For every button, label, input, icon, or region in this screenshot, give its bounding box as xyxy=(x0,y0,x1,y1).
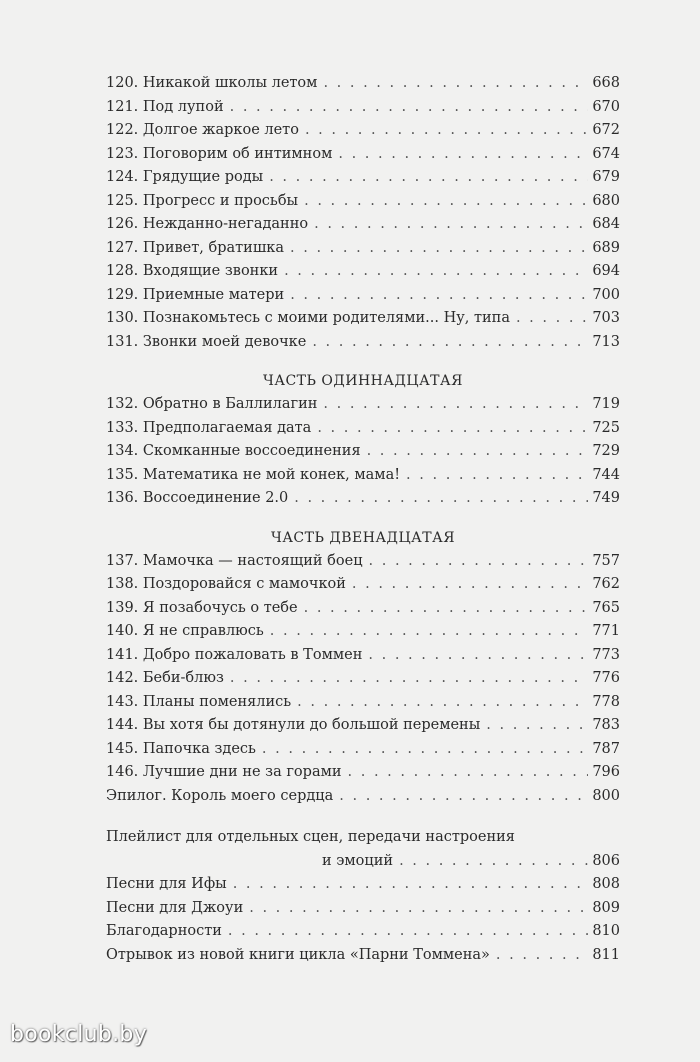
toc-entry xyxy=(106,237,620,261)
toc-entry-page: 765 xyxy=(592,599,620,616)
toc-entry-page: 744 xyxy=(592,466,620,483)
toc-entry xyxy=(106,738,620,762)
toc-entry-title: 120. Никакой школы летом xyxy=(106,75,318,91)
toc-entry-page: 783 xyxy=(592,717,620,733)
toc-entry-title: 144. Вы хотя бы дотянули до большой перемены xyxy=(106,717,481,733)
toc-entry-title: 133. Предполагаемая дата xyxy=(106,419,312,436)
toc-entry-page: 694 xyxy=(592,263,620,279)
toc-leader-dots xyxy=(314,213,588,237)
toc-entry xyxy=(106,873,620,897)
toc-entry-page: 796 xyxy=(592,764,620,780)
toc-entry xyxy=(106,166,620,190)
toc-entry-page: 800 xyxy=(592,787,620,804)
toc-leader-dots xyxy=(284,260,588,284)
toc-entry-title: 132. Обратно в Баллилагин xyxy=(106,396,318,412)
toc-entry xyxy=(106,897,620,921)
toc-entry xyxy=(106,96,620,120)
toc-entry xyxy=(106,119,620,143)
toc-leader-dots xyxy=(368,644,588,668)
toc-entry-title: 128. Входящие звонки xyxy=(106,263,279,279)
toc-leader-dots xyxy=(230,96,589,120)
toc-entry-title: Благодарности xyxy=(106,923,222,939)
toc-entry-title: 145. Папочка здесь xyxy=(106,740,256,757)
toc-entry-page: 689 xyxy=(592,239,620,256)
toc-leader-dots xyxy=(367,440,589,464)
toc-leader-dots xyxy=(338,143,588,167)
toc-entry xyxy=(106,72,620,96)
toc-entry xyxy=(106,573,620,597)
toc-entry-page: 684 xyxy=(592,216,620,232)
toc-leader-dots xyxy=(305,119,588,143)
toc-leader-dots xyxy=(406,464,588,488)
part-heading-eleven: ЧАСТЬ ОДИННАДЦАТАЯ xyxy=(263,373,463,389)
toc-leader-dots xyxy=(249,897,588,921)
toc-entry-title: 139. Я позабочусь о тебе xyxy=(106,599,298,616)
toc-group-chapters xyxy=(106,72,620,354)
toc-entry-playlist xyxy=(106,826,620,873)
toc-entry-title: 135. Математика не мой конек, мама! xyxy=(106,466,401,483)
toc-entry-title: 129. Приемные матери xyxy=(106,286,285,303)
toc-entry-page: 809 xyxy=(592,899,620,916)
toc-entry xyxy=(106,284,620,308)
toc-leader-dots xyxy=(294,487,588,511)
toc-entry-page: 787 xyxy=(592,740,620,757)
toc-leader-dots xyxy=(290,284,588,308)
toc-entry-page: 674 xyxy=(592,145,620,162)
toc-leader-dots xyxy=(230,667,588,691)
toc-leader-dots xyxy=(352,573,588,597)
toc-entry-title: 121. Под лупой xyxy=(106,98,224,115)
toc-entry-title-line2: и эмоций xyxy=(322,852,394,869)
toc-entry xyxy=(106,487,620,511)
toc-entry-title: 134. Скомканные воссоединения xyxy=(106,443,361,459)
toc-entry-page: 670 xyxy=(592,98,620,115)
toc-entry-page: 749 xyxy=(592,490,620,506)
toc-entry xyxy=(106,260,620,284)
toc-entry-page: 808 xyxy=(592,876,620,892)
toc-leader-dots xyxy=(369,550,589,574)
toc-group-extras xyxy=(106,826,620,967)
toc-entry xyxy=(106,920,620,944)
toc-entry-title: 122. Долгое жаркое лето xyxy=(106,122,299,138)
toc-leader-dots xyxy=(496,944,588,968)
toc-entry-page: 668 xyxy=(592,75,620,91)
toc-entry-page: 778 xyxy=(592,693,620,710)
toc-entry-page: 703 xyxy=(592,310,620,326)
toc-leader-dots xyxy=(262,738,588,762)
toc-entry-title: 130. Познакомьтесь с моими родителями... Ну, типа xyxy=(106,310,510,326)
toc-entry-title: 141. Добро пожаловать в Томмен xyxy=(106,646,363,663)
toc-entry-title: 126. Нежданно-негаданно xyxy=(106,216,309,232)
toc-entry-title: Песни для Джоуи xyxy=(106,899,244,916)
toc-entry xyxy=(106,417,620,441)
toc-entry xyxy=(106,597,620,621)
toc-entry-page: 725 xyxy=(592,419,620,436)
toc-entry xyxy=(106,644,620,668)
toc-entry-page: 806 xyxy=(592,852,620,869)
toc-entry-title: 138. Поздоровайся с мамочкой xyxy=(106,576,346,592)
toc-entry xyxy=(106,393,620,417)
toc-leader-dots xyxy=(304,190,588,214)
toc-leader-dots xyxy=(516,307,588,331)
toc-entry-page: 810 xyxy=(592,923,620,939)
toc-entry-title: Эпилог. Король моего сердца xyxy=(106,787,334,804)
toc-entry-title: 142. Беби-блюз xyxy=(106,670,224,686)
toc-entry xyxy=(106,550,620,574)
toc-entry-page: 757 xyxy=(592,552,620,569)
toc-entry xyxy=(106,944,620,968)
toc-entry-title: 137. Мамочка — настоящий боец xyxy=(106,552,363,569)
toc-entry-title: 131. Звонки моей девочке xyxy=(106,333,307,350)
toc-leader-dots xyxy=(317,417,588,441)
toc-group-part-eleven xyxy=(106,393,620,511)
toc-entry-page: 771 xyxy=(592,623,620,639)
toc-entry-page: 776 xyxy=(592,670,620,686)
toc-entry-page: 700 xyxy=(592,286,620,303)
toc-entry-title: 146. Лучшие дни не за горами xyxy=(106,764,342,780)
toc-entry xyxy=(106,761,620,785)
toc-entry-page: 713 xyxy=(592,333,620,350)
toc-entry-title: 123. Поговорим об интимном xyxy=(106,145,333,162)
toc-leader-dots xyxy=(304,597,589,621)
toc-entry xyxy=(106,143,620,167)
toc-leader-dots xyxy=(312,331,588,355)
watermark-logo: bookclub.by xyxy=(10,1022,148,1047)
toc-entry-page: 729 xyxy=(592,443,620,459)
toc-entry-title: 127. Привет, братишка xyxy=(106,239,285,256)
toc-group-part-twelve xyxy=(106,550,620,809)
toc-leader-dots xyxy=(348,761,589,785)
part-heading-twelve: ЧАСТЬ ДВЕНАДЦАТАЯ xyxy=(271,529,455,546)
toc-entry-page: 680 xyxy=(592,192,620,209)
toc-leader-dots xyxy=(399,850,588,874)
toc-entry-page: 811 xyxy=(592,946,620,963)
toc-leader-dots xyxy=(233,873,589,897)
toc-leader-dots xyxy=(323,72,588,96)
toc-leader-dots xyxy=(339,785,588,809)
toc-entry xyxy=(106,714,620,738)
toc-entry xyxy=(106,620,620,644)
toc-entry xyxy=(106,307,620,331)
toc-leader-dots xyxy=(323,393,588,417)
toc-entry-title: 125. Прогресс и просьбы xyxy=(106,192,299,209)
toc-entry xyxy=(106,213,620,237)
toc-entry-page: 719 xyxy=(592,396,620,412)
toc-leader-dots xyxy=(228,920,588,944)
toc-entry xyxy=(106,331,620,355)
toc-entry xyxy=(106,464,620,488)
toc-entry-title: 124. Грядущие роды xyxy=(106,169,264,185)
toc-entry-title: 140. Я не справлюсь xyxy=(106,623,264,639)
toc-leader-dots xyxy=(290,237,588,261)
toc-entry-title: Песни для Ифы xyxy=(106,876,227,892)
toc-leader-dots xyxy=(269,166,588,190)
toc-entry xyxy=(106,440,620,464)
table-of-contents xyxy=(106,72,620,967)
toc-entry xyxy=(106,691,620,715)
toc-entry-title: Отрывок из новой книги цикла «Парни Томмена» xyxy=(106,946,490,963)
toc-entry-page: 672 xyxy=(592,122,620,138)
toc-entry-title-line1: Плейлист для отдельных сцен, передачи настроения xyxy=(106,829,515,845)
toc-entry-title: 136. Воссоединение 2.0 xyxy=(106,490,289,506)
toc-leader-dots xyxy=(270,620,589,644)
toc-entry-title: 143. Планы поменялись xyxy=(106,693,292,710)
toc-entry xyxy=(106,190,620,214)
toc-leader-dots xyxy=(486,714,588,738)
toc-leader-dots xyxy=(297,691,588,715)
toc-entry-epilogue xyxy=(106,785,620,809)
toc-entry xyxy=(106,667,620,691)
toc-entry-page: 773 xyxy=(592,646,620,663)
toc-entry-page: 679 xyxy=(592,169,620,185)
toc-entry-page: 762 xyxy=(592,576,620,592)
